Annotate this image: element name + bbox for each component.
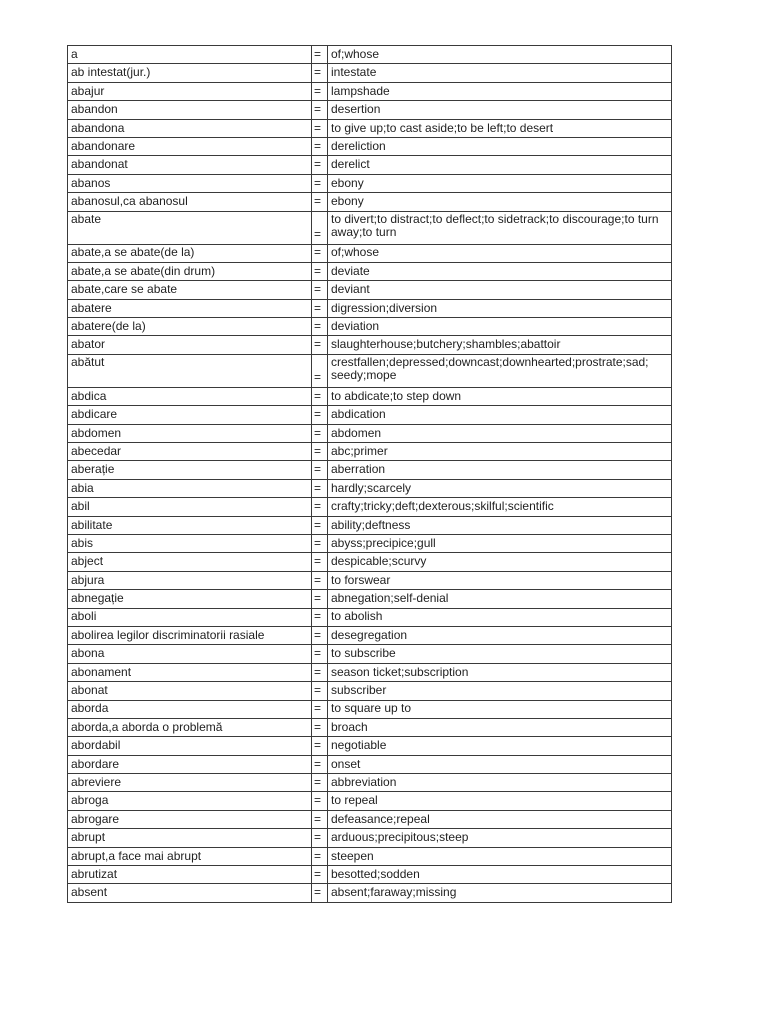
table-row [68,64,672,82]
english-translation: deviate [328,262,672,280]
romanian-term: abrupt [68,829,312,847]
english-translation: besotted;sodden [328,866,672,884]
equals-sign: = [312,829,328,847]
romanian-term: abate,care se abate [68,281,312,299]
english-translation: abyss;precipice;gull [328,534,672,552]
romanian-term: abonat [68,682,312,700]
romanian-term: abecedar [68,443,312,461]
table-row [68,174,672,192]
romanian-term: abis [68,534,312,552]
romanian-term: aborda,a aborda o problemă [68,718,312,736]
equals-sign: = [312,336,328,354]
table-row [68,608,672,626]
romanian-term: abolirea legilor discriminatorii rasiale [68,626,312,644]
table-row [68,406,672,424]
equals-sign: = [312,792,328,810]
romanian-term: abjura [68,571,312,589]
english-translation: hardly;scarcely [328,479,672,497]
romanian-term: abdomen [68,424,312,442]
table-row [68,336,672,354]
equals-sign: = [312,193,328,211]
table-row [68,387,672,405]
equals-sign: = [312,516,328,534]
english-translation: arduous;precipitous;steep [328,829,672,847]
english-translation: deviation [328,318,672,336]
romanian-term: abajur [68,82,312,100]
equals-sign: = [312,443,328,461]
romanian-term: abanosul,ca abanosul [68,193,312,211]
english-translation: ebony [328,193,672,211]
english-translation: abbreviation [328,774,672,792]
romanian-term: absent [68,884,312,902]
romanian-term: aborda [68,700,312,718]
english-translation: to subscribe [328,645,672,663]
table-row [68,737,672,755]
romanian-term: abatere [68,299,312,317]
romanian-term: abilitate [68,516,312,534]
english-translation: despicable;scurvy [328,553,672,571]
equals-sign: = [312,262,328,280]
english-translation: broach [328,718,672,736]
english-translation: abdomen [328,424,672,442]
english-translation: steepen [328,847,672,865]
table-row [68,82,672,100]
equals-sign: = [312,424,328,442]
table-row [68,792,672,810]
equals-sign: = [312,156,328,174]
table-row [68,46,672,64]
table-row [68,156,672,174]
english-translation: negotiable [328,737,672,755]
romanian-term: abanos [68,174,312,192]
table-row [68,299,672,317]
table-row [68,847,672,865]
equals-sign: = [312,755,328,773]
english-translation: desertion [328,101,672,119]
english-translation: to give up;to cast aside;to be left;to desert [328,119,672,137]
table-row [68,682,672,700]
equals-sign: = [312,318,328,336]
table-row [68,755,672,773]
romanian-term: abnegație [68,590,312,608]
english-translation: to divert;to distract;to deflect;to sidetrack;to discourage;to turn away;to turn [328,211,672,244]
romanian-term: abona [68,645,312,663]
romanian-term: abordabil [68,737,312,755]
english-translation: to repeal [328,792,672,810]
english-translation: absent;faraway;missing [328,884,672,902]
romanian-term: abia [68,479,312,497]
equals-sign: = [312,534,328,552]
romanian-term: ab intestat(jur.) [68,64,312,82]
equals-sign: = [312,700,328,718]
romanian-term: aberație [68,461,312,479]
table-row [68,262,672,280]
table-row [68,700,672,718]
equals-sign: = [312,299,328,317]
equals-sign: = [312,387,328,405]
table-row [68,479,672,497]
english-translation: abnegation;self-denial [328,590,672,608]
romanian-term: abator [68,336,312,354]
table-row [68,354,672,387]
equals-sign: = [312,244,328,262]
table-row [68,645,672,663]
english-translation: subscriber [328,682,672,700]
english-translation: crafty;tricky;deft;dexterous;skilful;scientific [328,498,672,516]
english-translation: season ticket;subscription [328,663,672,681]
equals-sign: = [312,645,328,663]
table-row [68,534,672,552]
romanian-term: abrupt,a face mai abrupt [68,847,312,865]
equals-sign: = [312,774,328,792]
table-row [68,553,672,571]
table-row [68,318,672,336]
table-row [68,461,672,479]
english-translation: derelict [328,156,672,174]
english-translation: digression;diversion [328,299,672,317]
equals-sign: = [312,64,328,82]
romanian-term: abject [68,553,312,571]
equals-sign: = [312,354,328,387]
equals-sign: = [312,406,328,424]
table-row [68,663,672,681]
english-translation: of;whose [328,46,672,64]
table-row [68,774,672,792]
romanian-term: abdicare [68,406,312,424]
table-row [68,443,672,461]
equals-sign: = [312,479,328,497]
equals-sign: = [312,137,328,155]
equals-sign: = [312,553,328,571]
equals-sign: = [312,46,328,64]
table-row [68,137,672,155]
equals-sign: = [312,119,328,137]
equals-sign: = [312,663,328,681]
table-row [68,193,672,211]
equals-sign: = [312,626,328,644]
table-row [68,211,672,244]
equals-sign: = [312,590,328,608]
romanian-term: abandonare [68,137,312,155]
romanian-term: abrutizat [68,866,312,884]
equals-sign: = [312,82,328,100]
table-row [68,626,672,644]
equals-sign: = [312,608,328,626]
table-row [68,119,672,137]
romanian-term: abate,a se abate(de la) [68,244,312,262]
romanian-term: abordare [68,755,312,773]
table-row [68,884,672,902]
romanian-term: abate,a se abate(din drum) [68,262,312,280]
table-row [68,424,672,442]
english-translation: lampshade [328,82,672,100]
english-translation: onset [328,755,672,773]
table-row [68,590,672,608]
table-row [68,498,672,516]
english-translation: ability;deftness [328,516,672,534]
english-translation: defeasance;repeal [328,810,672,828]
romanian-term: abatere(de la) [68,318,312,336]
english-translation: dereliction [328,137,672,155]
romanian-term: abandonat [68,156,312,174]
romanian-term: abandon [68,101,312,119]
equals-sign: = [312,174,328,192]
romanian-term: aboli [68,608,312,626]
dictionary-table [67,45,672,903]
english-translation: to abolish [328,608,672,626]
english-translation: desegregation [328,626,672,644]
equals-sign: = [312,682,328,700]
romanian-term: abil [68,498,312,516]
english-translation: of;whose [328,244,672,262]
english-translation: ebony [328,174,672,192]
equals-sign: = [312,281,328,299]
romanian-term: abate [68,211,312,244]
table-row [68,829,672,847]
english-translation: to forswear [328,571,672,589]
table-row [68,244,672,262]
equals-sign: = [312,461,328,479]
table-row [68,101,672,119]
romanian-term: abreviere [68,774,312,792]
english-translation: aberration [328,461,672,479]
romanian-term: abonament [68,663,312,681]
dictionary-body [68,46,672,903]
equals-sign: = [312,810,328,828]
equals-sign: = [312,718,328,736]
romanian-term: abătut [68,354,312,387]
equals-sign: = [312,847,328,865]
equals-sign: = [312,498,328,516]
table-row [68,810,672,828]
english-translation: deviant [328,281,672,299]
equals-sign: = [312,571,328,589]
english-translation: abc;primer [328,443,672,461]
table-row [68,571,672,589]
equals-sign: = [312,101,328,119]
table-row [68,866,672,884]
english-translation: abdication [328,406,672,424]
romanian-term: abandona [68,119,312,137]
romanian-term: a [68,46,312,64]
table-row [68,718,672,736]
romanian-term: abdica [68,387,312,405]
english-translation: slaughterhouse;butchery;shambles;abattoir [328,336,672,354]
english-translation: crestfallen;depressed;downcast;downhearted;prostrate;sad; seedy;mope [328,354,672,387]
equals-sign: = [312,884,328,902]
romanian-term: abroga [68,792,312,810]
english-translation: to abdicate;to step down [328,387,672,405]
table-row [68,516,672,534]
equals-sign: = [312,866,328,884]
english-translation: to square up to [328,700,672,718]
equals-sign: = [312,737,328,755]
equals-sign: = [312,211,328,244]
romanian-term: abrogare [68,810,312,828]
english-translation: intestate [328,64,672,82]
table-row [68,281,672,299]
